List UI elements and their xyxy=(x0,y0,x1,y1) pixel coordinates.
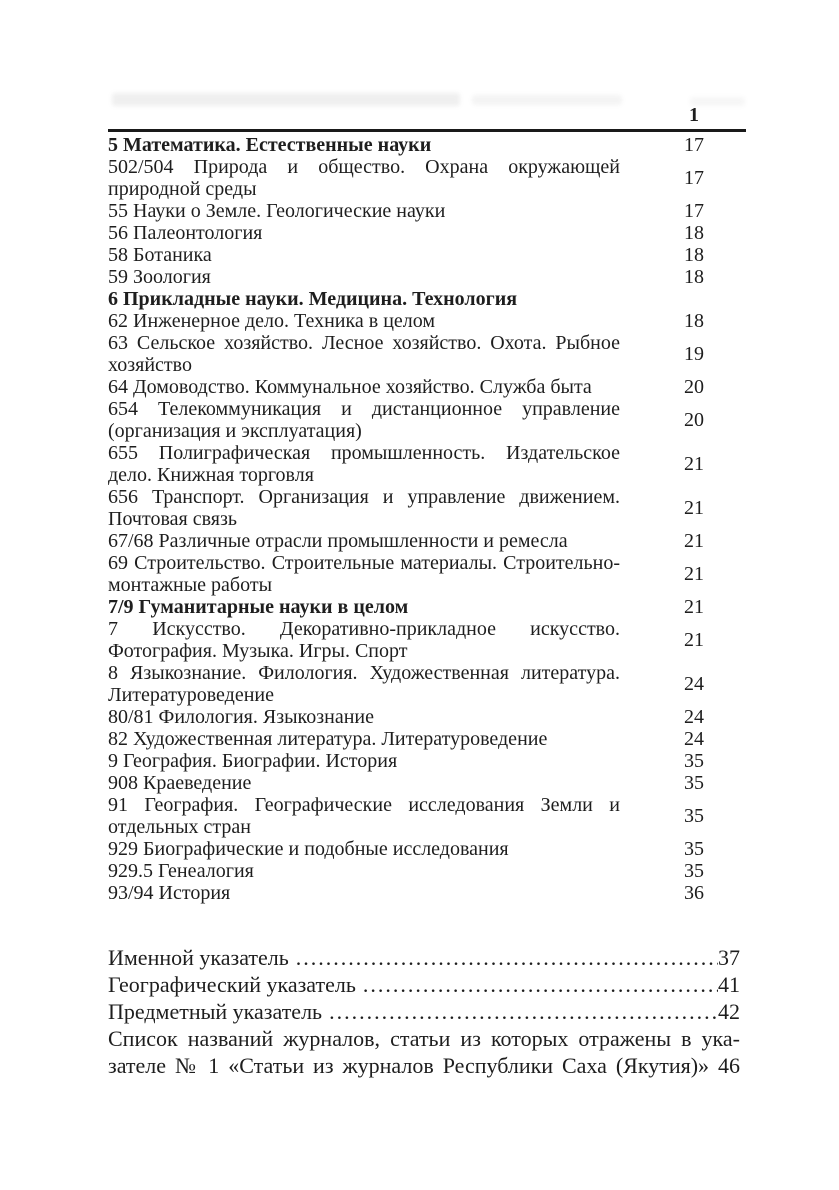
toc-entry-page: 18 xyxy=(684,310,704,332)
toc-entry-line: природной среды xyxy=(108,178,257,200)
toc-entry-page: 24 xyxy=(684,673,704,695)
toc-entry-line: монтажные работы xyxy=(108,574,273,596)
toc-entry-line: 82 Художественная литература. Литературоведение xyxy=(108,728,548,750)
toc-row xyxy=(108,596,720,618)
toc-entry-line: 58 Ботаника xyxy=(108,244,212,266)
toc-entry-line: 5 Математика. Естественные науки xyxy=(108,134,432,156)
toc-entry-line: 655 Полиграфическая промышленность. Издательское xyxy=(108,442,620,464)
index-row xyxy=(108,944,740,971)
toc-entry-title xyxy=(108,288,620,310)
toc-entry-title xyxy=(108,244,620,266)
toc-entry-title xyxy=(108,442,620,486)
toc-entry-title xyxy=(108,750,620,772)
toc-entry-line: 6 Прикладные науки. Медицина. Технология xyxy=(108,288,518,310)
toc-row xyxy=(108,134,720,156)
toc-entry-title xyxy=(108,794,620,838)
toc-row xyxy=(108,618,720,662)
toc-entry-title xyxy=(108,530,620,552)
toc-row xyxy=(108,442,720,486)
journal-list-text: зателе № 1 «Статьи из журналов Республики Саха (Якутия)» xyxy=(108,1053,710,1078)
toc-entry-line: 656 Транспорт. Организация и управление движением. xyxy=(108,486,620,508)
toc-entry-page: 21 xyxy=(684,530,704,552)
toc-entry-page: 21 xyxy=(684,629,704,651)
page-number-header xyxy=(108,104,720,126)
toc-entry-title xyxy=(108,662,620,706)
index-entry-label: Предметный указатель xyxy=(108,999,323,1024)
toc-entry-title xyxy=(108,882,620,904)
toc-row xyxy=(108,222,720,244)
toc-entry-page: 21 xyxy=(684,497,704,519)
journal-list-line xyxy=(108,1025,740,1052)
toc-list xyxy=(108,134,720,904)
toc-entry-page: 36 xyxy=(684,882,704,904)
toc-entry-line: хозяйство xyxy=(108,354,192,376)
toc-row xyxy=(108,794,720,838)
toc-entry-title xyxy=(108,860,620,882)
toc-entry-page: 18 xyxy=(684,244,704,266)
toc-entry-page: 17 xyxy=(684,200,704,222)
toc-entry-page: 35 xyxy=(684,805,704,827)
header-rule xyxy=(108,129,746,132)
toc-row xyxy=(108,706,720,728)
toc-entry-page: 24 xyxy=(684,728,704,750)
toc-entry-title xyxy=(108,200,620,222)
toc-row xyxy=(108,332,720,376)
toc-row xyxy=(108,838,720,860)
toc-entry-page: 20 xyxy=(684,409,704,431)
toc-entry-line: 55 Науки о Земле. Геологические науки xyxy=(108,200,446,222)
journal-list-page: 46 xyxy=(718,1053,740,1078)
toc-entry-line: Почтовая связь xyxy=(108,508,237,530)
toc-entry-line: (организация и эксплуатация) xyxy=(108,420,362,442)
toc-entry-page: 18 xyxy=(684,222,704,244)
toc-row xyxy=(108,266,720,288)
dot-leader xyxy=(296,944,718,971)
toc-row xyxy=(108,860,720,882)
toc-entry-page: 35 xyxy=(684,772,704,794)
toc-entry-line: 9 География. Биографии. История xyxy=(108,750,398,772)
toc-entry-title xyxy=(108,552,620,596)
toc-entry-line: 502/504 Природа и общество. Охрана окружающей xyxy=(108,156,620,178)
toc-entry-line: 63 Сельское хозяйство. Лесное хозяйство. Охота. Рыбное xyxy=(108,332,620,354)
toc-entry-title xyxy=(108,134,620,156)
toc-entry-title xyxy=(108,222,620,244)
toc-entry-page: 21 xyxy=(684,563,704,585)
toc-entry-title xyxy=(108,398,620,442)
toc-entry-title xyxy=(108,310,620,332)
toc-row xyxy=(108,750,720,772)
toc-entry-page: 21 xyxy=(684,453,704,475)
index-entry-label: Именной указатель xyxy=(108,945,289,970)
toc-entry-page: 35 xyxy=(684,750,704,772)
toc-entry-line: 62 Инженерное дело. Техника в целом xyxy=(108,310,436,332)
toc-entry-title xyxy=(108,728,620,750)
toc-row xyxy=(108,486,720,530)
toc-entry-line: 56 Палеонтология xyxy=(108,222,263,244)
toc-entry-line: 929 Биографические и подобные исследования xyxy=(108,838,509,860)
index-row xyxy=(108,971,740,998)
toc-entry-page: 19 xyxy=(684,343,704,365)
dot-leader xyxy=(363,971,718,998)
toc-entry-title xyxy=(108,772,620,794)
toc-entry-line: отдельных стран xyxy=(108,816,251,838)
toc-entry-page: 18 xyxy=(684,266,704,288)
index-entry-label: Географический указатель xyxy=(108,972,356,997)
toc-entry-page: 17 xyxy=(684,167,704,189)
toc-row xyxy=(108,662,720,706)
toc-entry-page: 20 xyxy=(684,376,704,398)
index-list xyxy=(108,944,740,1079)
toc-entry-page: 21 xyxy=(684,596,704,618)
toc-row xyxy=(108,156,720,200)
page-content xyxy=(108,104,746,1079)
toc-entry-line: 69 Строительство. Строительные материалы. Строительно- xyxy=(108,552,620,574)
index-entry-page: 41 xyxy=(718,972,740,997)
toc-entry-line: 64 Домоводство. Коммунальное хозяйство. Служба быта xyxy=(108,376,592,398)
toc-row xyxy=(108,552,720,596)
toc-row xyxy=(108,772,720,794)
toc-entry-line: дело. Книжная торговля xyxy=(108,464,314,486)
toc-entry-title xyxy=(108,376,620,398)
toc-entry-title xyxy=(108,156,620,200)
index-entry-page: 42 xyxy=(718,999,740,1024)
toc-entry-line: 59 Зоология xyxy=(108,266,211,288)
toc-entry-line: 654 Телекоммуникация и дистанционное управление xyxy=(108,398,620,420)
index-row xyxy=(108,998,740,1025)
toc-entry-line: 7 Искусство. Декоративно-прикладное искусство. xyxy=(108,618,620,640)
toc-entry-page: 35 xyxy=(684,860,704,882)
page-number: 1 xyxy=(689,104,699,126)
toc-entry-line: Фотография. Музыка. Игры. Спорт xyxy=(108,640,408,662)
toc-row xyxy=(108,244,720,266)
toc-entry-line: 908 Краеведение xyxy=(108,772,252,794)
toc-row xyxy=(108,310,720,332)
toc-row xyxy=(108,728,720,750)
toc-entry-line: 93/94 История xyxy=(108,882,231,904)
toc-entry-page: 17 xyxy=(684,134,704,156)
journal-list-text: Список названий журналов, статьи из которых отражены в ука- xyxy=(108,1026,740,1051)
toc-entry-title xyxy=(108,706,620,728)
toc-entry-title xyxy=(108,332,620,376)
toc-row xyxy=(108,288,720,310)
toc-entry-line: 8 Языкознание. Филология. Художественная литература. xyxy=(108,662,620,684)
toc-entry-title xyxy=(108,596,620,618)
journal-list-line xyxy=(108,1052,740,1079)
toc-row xyxy=(108,882,720,904)
toc-row xyxy=(108,376,720,398)
toc-entry-line: Литературоведение xyxy=(108,684,274,706)
toc-entry-line: 80/81 Филология. Языкознание xyxy=(108,706,375,728)
dot-leader xyxy=(329,998,718,1025)
toc-entry-line: 929.5 Генеалогия xyxy=(108,860,254,882)
toc-entry-title xyxy=(108,838,620,860)
index-entry-page: 37 xyxy=(718,945,740,970)
toc-entry-title xyxy=(108,486,620,530)
toc-entry-line: 91 География. Географические исследования Земли и xyxy=(108,794,620,816)
toc-entry-page: 35 xyxy=(684,838,704,860)
toc-row xyxy=(108,530,720,552)
toc-entry-line: 67/68 Различные отрасли промышленности и ремесла xyxy=(108,530,568,552)
toc-row xyxy=(108,398,720,442)
toc-row xyxy=(108,200,720,222)
toc-entry-title xyxy=(108,266,620,288)
toc-entry-page: 24 xyxy=(684,706,704,728)
toc-entry-title xyxy=(108,618,620,662)
toc-entry-line: 7/9 Гуманитарные науки в целом xyxy=(108,596,409,618)
